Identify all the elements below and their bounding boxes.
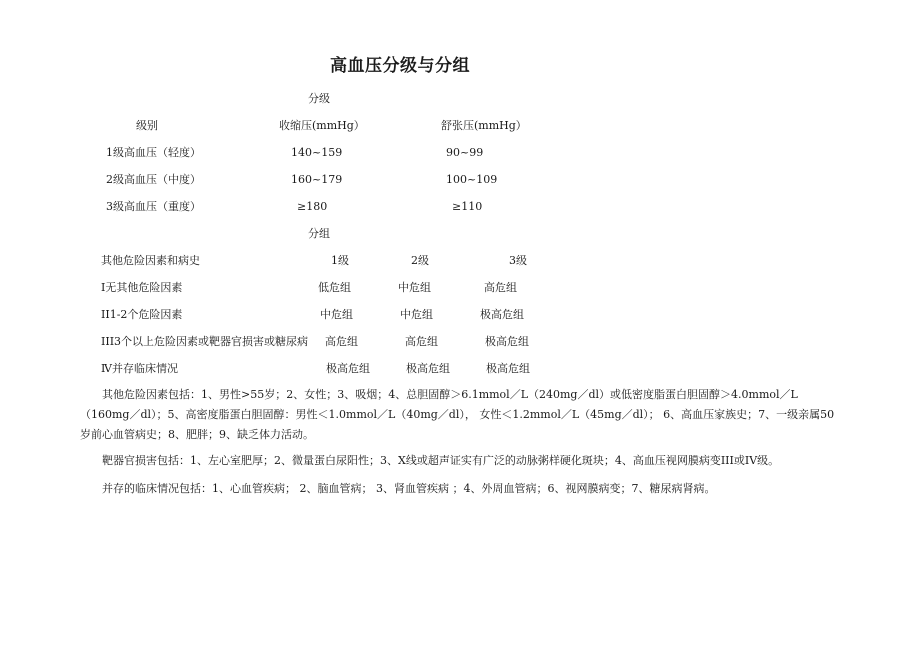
grouping-row-grade3: 极高危组 bbox=[480, 308, 524, 321]
grading-row-level: 3级高血压（重度） bbox=[106, 200, 201, 213]
grading-header-diastolic: 舒张压(mmHg） bbox=[441, 119, 527, 132]
grouping-row-risk: Ⅰ无其他危险因素 bbox=[101, 281, 183, 294]
grading-row-diastolic: 100~109 bbox=[446, 173, 498, 186]
grouping-row-grade1: 极高危组 bbox=[326, 362, 370, 375]
grading-row-systolic: 160~179 bbox=[291, 173, 343, 186]
grading-header-systolic: 收缩压(mmHg） bbox=[279, 119, 365, 132]
grouping-row-grade3: 极高危组 bbox=[485, 335, 529, 348]
grouping-row-risk: Ⅳ并存临床情况 bbox=[101, 362, 178, 375]
grading-row-systolic: ≥180 bbox=[297, 200, 328, 213]
note-target-organ-damage: 靶器官损害包括：1、左心室肥厚；2、微量蛋白尿阳性；3、X线或超声证实有广泛的动脉粥样硬化斑块；4、高血压视网膜病变III或IV级。 bbox=[102, 454, 780, 467]
grouping-row-risk: II1-2个危险因素 bbox=[101, 308, 183, 321]
grouping-row-grade3: 极高危组 bbox=[486, 362, 530, 375]
note-clinical-conditions: 并存的临床情况包括：1、心血管疾病； 2、脑血管病； 3、肾血管疾病 ；4、外周血管病；6、视网膜病变；7、糖尿病肾病。 bbox=[102, 482, 716, 495]
grouping-row-grade2: 中危组 bbox=[400, 308, 433, 321]
grouping-row-grade2: 中危组 bbox=[398, 281, 431, 294]
grouping-header-grade3: 3级 bbox=[509, 254, 527, 267]
grading-row-level: 1级高血压（轻度） bbox=[106, 146, 201, 159]
grading-section-label: 分级 bbox=[308, 92, 330, 105]
grouping-row-grade2: 高危组 bbox=[405, 335, 438, 348]
grouping-row-grade1: 中危组 bbox=[320, 308, 353, 321]
grouping-row-grade3: 高危组 bbox=[484, 281, 517, 294]
grouping-row-risk: III3个以上危险因素或靶器官损害或糖尿病 bbox=[101, 335, 309, 348]
grouping-row-grade1: 低危组 bbox=[318, 281, 351, 294]
grouping-row-grade2: 极高危组 bbox=[406, 362, 450, 375]
grouping-section-label: 分组 bbox=[308, 227, 330, 240]
note-risk-factors: 其他危险因素包括：1、男性>55岁；2、女性；3、吸烟；4、总胆固醇＞6.1mmol／L（240mg／dl）或低密度脂蛋白胆固醇＞4.0mmol／L（160mg／dl）；5、高密度脂蛋白胆固醇：男性＜1.0mmol／L（40mg／dl）， 女性＜1.2mmol／L（45mg／dl）； 6、高血压家族史；7、一级亲属50岁前心血管病史；8、肥胖；9、缺乏体力活动。 bbox=[80, 388, 835, 441]
grading-header-level: 级别 bbox=[136, 119, 158, 132]
grouping-row-grade1: 高危组 bbox=[325, 335, 358, 348]
page-title: 高血压分级与分组 bbox=[330, 56, 470, 76]
grouping-header-grade2: 2级 bbox=[411, 254, 429, 267]
grading-row-systolic: 140~159 bbox=[291, 146, 343, 159]
grouping-header-risk: 其他危险因素和病史 bbox=[101, 254, 200, 267]
grading-row-diastolic: 90~99 bbox=[446, 146, 484, 159]
grading-row-diastolic: ≥110 bbox=[452, 200, 483, 213]
grading-row-level: 2级高血压（中度） bbox=[106, 173, 201, 186]
grouping-header-grade1: 1级 bbox=[331, 254, 349, 267]
